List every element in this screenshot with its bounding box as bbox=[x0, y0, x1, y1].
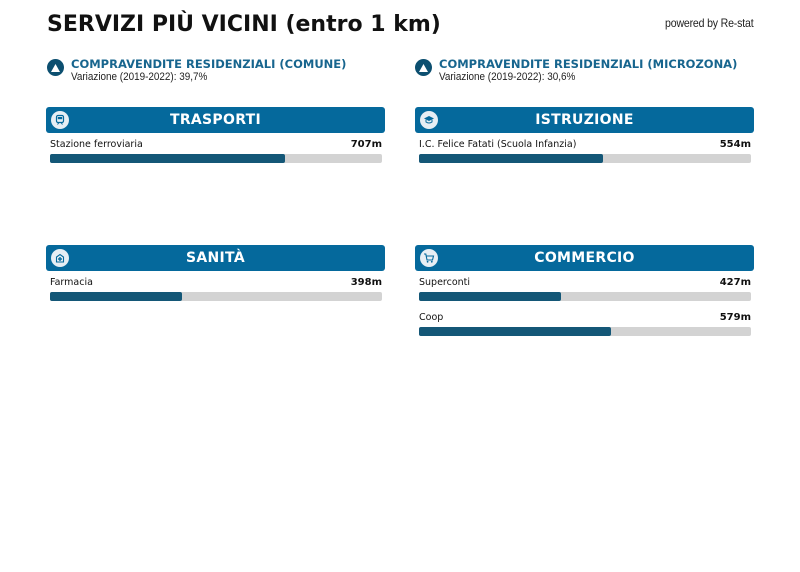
distance-bar bbox=[50, 292, 382, 301]
shopping-cart-icon bbox=[420, 249, 438, 267]
distance-bar bbox=[419, 327, 751, 336]
distance-bar bbox=[50, 154, 382, 163]
stat-variation: Variazione (2019-2022): 30,6% bbox=[439, 71, 576, 83]
panel-sanita bbox=[46, 245, 385, 306]
distance-bar-fill bbox=[50, 292, 182, 301]
education-icon bbox=[420, 111, 438, 129]
distance-bar bbox=[419, 154, 751, 163]
panel-title: SANITÀ bbox=[186, 250, 245, 266]
triangle-up-icon bbox=[415, 59, 432, 76]
panel-title: COMMERCIO bbox=[534, 250, 635, 266]
pharmacy-icon bbox=[51, 249, 69, 267]
item-label: Coop bbox=[419, 312, 444, 323]
panel-title: ISTRUZIONE bbox=[535, 112, 634, 128]
distance-bar-fill bbox=[419, 154, 603, 163]
page-title: SERVIZI PIÙ VICINI (entro 1 km) bbox=[47, 12, 441, 37]
panel-title: TRASPORTI bbox=[169, 112, 262, 128]
panel-banner bbox=[46, 107, 385, 133]
item-label: Farmacia bbox=[50, 277, 93, 288]
panel-banner bbox=[46, 245, 385, 271]
list-item bbox=[419, 306, 751, 341]
distance-bar bbox=[419, 292, 751, 301]
panel-commercio bbox=[415, 245, 754, 341]
distance-bar-fill bbox=[419, 327, 611, 336]
list-item bbox=[50, 133, 382, 168]
list-item bbox=[419, 271, 751, 306]
panel-trasporti bbox=[46, 107, 385, 168]
item-distance: 554m bbox=[719, 139, 751, 150]
item-distance: 707m bbox=[350, 139, 382, 150]
panel-banner bbox=[415, 245, 754, 271]
item-label: I.C. Felice Fatati (Scuola Infanzia) bbox=[419, 139, 577, 150]
stat-variation: Variazione (2019-2022): 39,7% bbox=[71, 71, 208, 83]
list-item bbox=[419, 133, 751, 168]
panel-istruzione bbox=[415, 107, 754, 168]
item-label: Superconti bbox=[419, 277, 471, 288]
panel-banner bbox=[415, 107, 754, 133]
stat-microzona bbox=[415, 57, 737, 84]
train-icon bbox=[51, 111, 69, 129]
distance-bar-fill bbox=[50, 154, 285, 163]
item-distance: 398m bbox=[350, 277, 382, 288]
item-label: Stazione ferroviaria bbox=[50, 139, 143, 150]
stat-heading: COMPRAVENDITE RESIDENZIALI (MICROZONA) bbox=[439, 57, 738, 71]
stat-comune bbox=[47, 57, 346, 84]
list-item bbox=[50, 271, 382, 306]
stat-heading: COMPRAVENDITE RESIDENZIALI (COMUNE) bbox=[71, 57, 347, 71]
distance-bar-fill bbox=[419, 292, 561, 301]
triangle-up-icon bbox=[47, 59, 64, 76]
item-distance: 427m bbox=[719, 277, 751, 288]
powered-by-credit: powered by Re-stat bbox=[664, 16, 753, 30]
item-distance: 579m bbox=[719, 312, 751, 323]
